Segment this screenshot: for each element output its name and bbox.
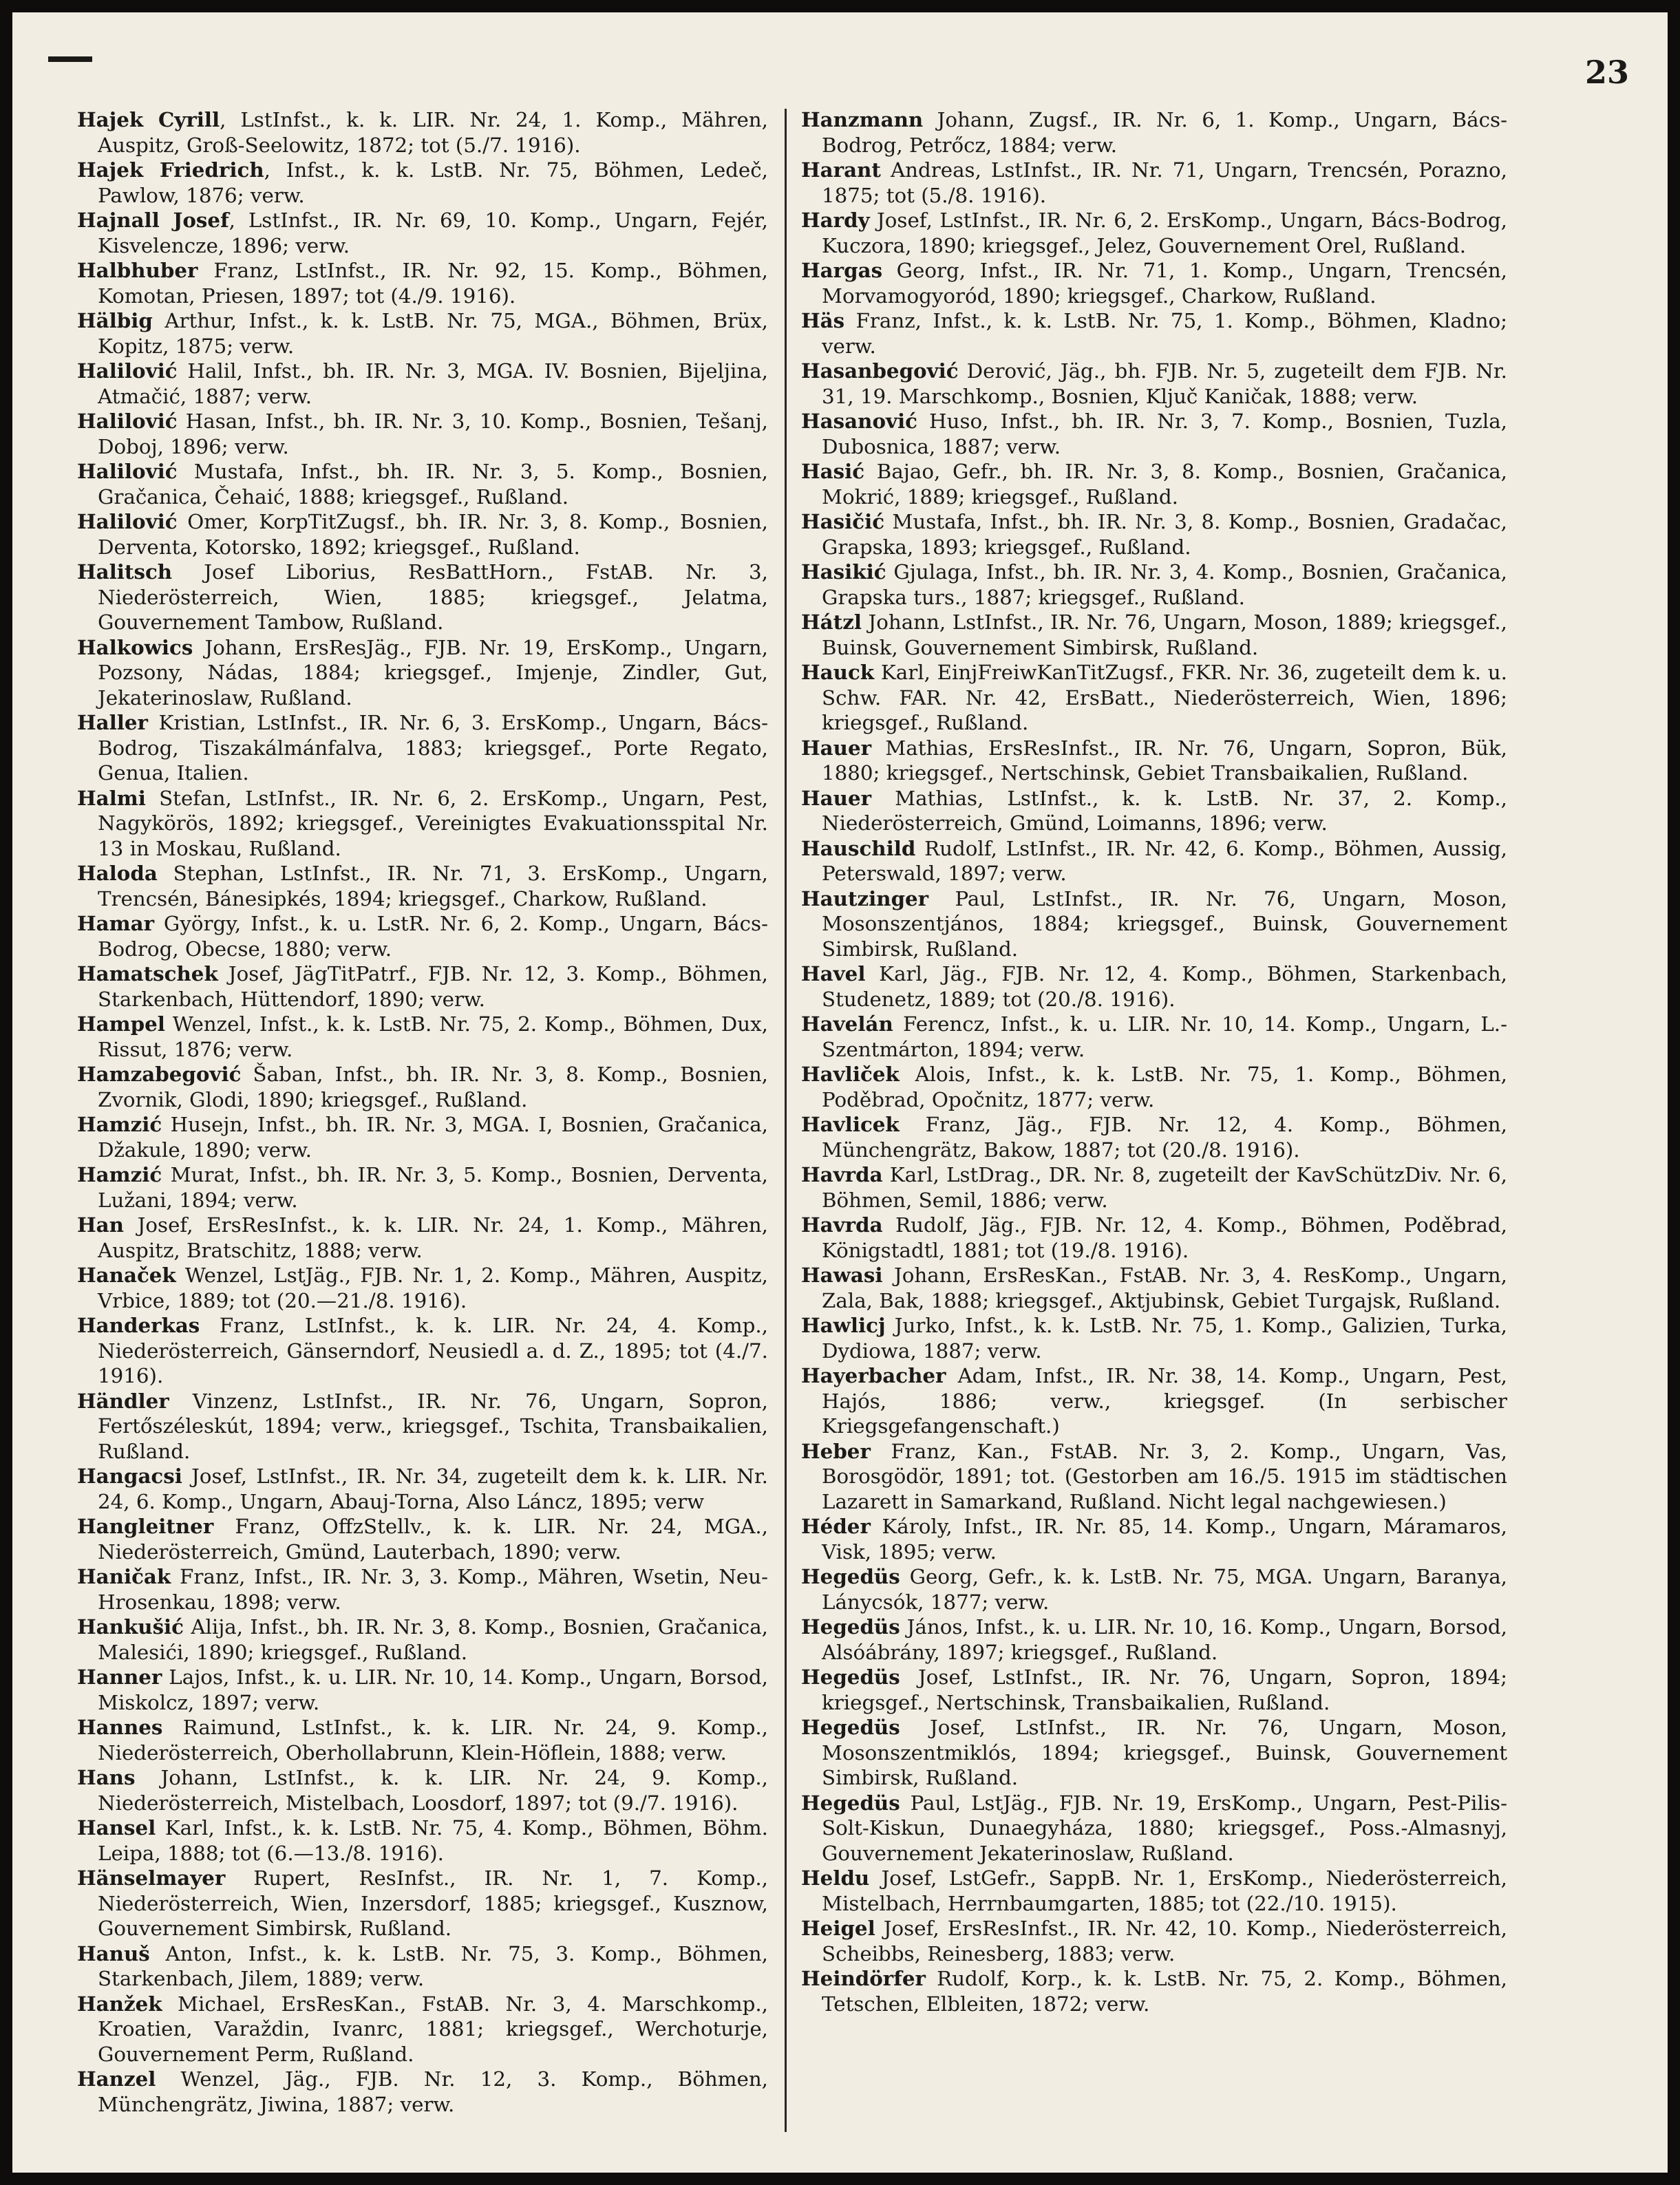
entry-surname: Hänselmayer: [77, 1866, 226, 1890]
entry-details: , LstInfst., k. k. LIR. Nr. 24, 1. Komp., Mähren, Auspitz, Groß-Seelowitz, 1872; tot (5./7. 1916).: [98, 108, 768, 157]
entry-surname: Hasanbegović: [801, 359, 959, 383]
entry-details: Franz, Infst., k. k. LstB. Nr. 75, 1. Komp., Böhmen, Kladno; verw.: [822, 309, 1507, 358]
entry-surname: Hansel: [77, 1815, 156, 1840]
entry-surname: Heigel: [801, 1916, 875, 1940]
register-entry: [801, 1363, 1507, 1439]
entry-details: Rudolf, Korp., k. k. LstB. Nr. 75, 2. Komp., Böhmen, Tetschen, Elbleiten, 1872; verw.: [822, 1967, 1507, 2016]
entry-details: Franz, LstInfst., k. k. LIR. Nr. 24, 4. Komp., Niederösterreich, Gänserndorf, Neusiedl a. d. Z., 1895; tot (4./7. 1916).: [98, 1314, 768, 1387]
entry-details: Franz, OffzStellv., k. k. LIR. Nr. 24, MGA., Niederösterreich, Gmünd, Lauterbach, 1890; verw.: [98, 1515, 768, 1564]
register-entry: [801, 1263, 1507, 1313]
entry-surname: Heber: [801, 1438, 871, 1463]
entry-details: Josef, LstInfst., IR. Nr. 76, Ungarn, Sopron, 1894; kriegsgef., Nertschinsk, Transbaikalien, Rußland.: [822, 1665, 1507, 1714]
entry-details: Mathias, ErsResInfst., IR. Nr. 76, Ungarn, Sopron, Bük, 1880; kriegsgef., Nertschinsk, Gebiet Transbaikalien, Rußland.: [822, 736, 1507, 785]
entry-surname: Hamzabegović: [77, 1062, 242, 1086]
register-entry: [77, 559, 768, 635]
entry-details: Johann, LstInfst., IR. Nr. 76, Ungarn, Moson, 1889; kriegsgef., Buinsk, Gouvernement Simbirsk, Rußland.: [822, 610, 1507, 659]
entry-details: Vinzenz, LstInfst., IR. Nr. 76, Ungarn, Sopron, Fertőszéleskút, 1894; verw., kriegsgef., Tschita, Transbaikalien, Rußland.: [98, 1389, 768, 1463]
register-entry: [801, 1665, 1507, 1715]
entry-surname: Havelán: [801, 1012, 893, 1036]
entry-details: Adam, Infst., IR. Nr. 38, 14. Komp., Ungarn, Pest, Hajós, 1886; verw., kriegsgef. (In serbischer Kriegsgefangenschaft.): [822, 1364, 1507, 1438]
entry-surname: Hasikić: [801, 559, 886, 584]
entry-details: Paul, LstInfst., IR. Nr. 76, Ungarn, Moson, Mosonszentjános, 1884; kriegsgef., Buinsk, Gouvernement Simbirsk, Rußland.: [822, 886, 1507, 961]
entry-surname: Hauer: [801, 785, 872, 810]
entry-details: Alija, Infst., bh. IR. Nr. 3, 8. Komp., Bosnien, Gračanica, Malesići, 1890; kriegsgef., Rußland.: [98, 1615, 768, 1664]
entry-details: Lajos, Infst., k. u. LIR. Nr. 10, 14. Komp., Ungarn, Borsod, Miskolcz, 1897; verw.: [98, 1665, 768, 1714]
entry-details: Rupert, ResInfst., IR. Nr. 1, 7. Komp., Niederösterreich, Wien, Inzersdorf, 1885; kriegsgef., Kusznow, Gouvernement Simbirsk, Rußland.: [98, 1866, 768, 1940]
entry-details: Bajao, Gefr., bh. IR. Nr. 3, 8. Komp., Bosnien, Gračanica, Mokrić, 1889; kriegsgef., Rußland.: [822, 460, 1507, 509]
entry-details: Rudolf, Jäg., FJB. Nr. 12, 4. Komp., Böhmen, Poděbrad, Königstadtl, 1881; tot (19./8. 1916).: [822, 1213, 1507, 1262]
entry-details: Franz, Jäg., FJB. Nr. 12, 4. Komp., Böhmen, Münchengrätz, Bakow, 1887; tot (20./8. 1916).: [822, 1113, 1507, 1162]
entry-details: Ferencz, Infst., k. u. LIR. Nr. 10, 14. Komp., Ungarn, L.-Szentmárton, 1894; verw.: [822, 1012, 1507, 1061]
register-entry: [801, 886, 1507, 962]
entry-details: Josef Liborius, ResBattHorn., FstAB. Nr. 3, Niederösterreich, Wien, 1885; kriegsgef., Jelatma, Gouvernement Tambow, Rußland.: [98, 560, 768, 634]
entry-surname: Hanzmann: [801, 107, 924, 131]
entry-details: Paul, LstJäg., FJB. Nr. 19, ErsKomp., Ungarn, Pest-Pilis-Solt-Kiskun, Dunaegyháza, 1880; kriegsgef., Poss.-Almasnyj, Gouvernement Jekaterinoslaw, Rußland.: [822, 1791, 1507, 1865]
register-entry: [77, 1941, 768, 1992]
entry-details: Murat, Infst., bh. IR. Nr. 3, 5. Komp., Bosnien, Derventa, Lužani, 1894; verw.: [98, 1163, 768, 1212]
register-entry: [77, 1213, 768, 1263]
entry-surname: Hangleitner: [77, 1514, 214, 1538]
entry-details: Omer, KorpTitZugsf., bh. IR. Nr. 3, 8. Komp., Bosnien, Derventa, Kotorsko, 1892; kriegsgef., Rußland.: [98, 510, 768, 559]
register-entry: [801, 736, 1507, 786]
entry-surname: Hangacsi: [77, 1464, 182, 1488]
entry-surname: Handerkas: [77, 1313, 200, 1337]
entry-details: Josef, JägTitPatrf., FJB. Nr. 12, 3. Komp., Böhmen, Starkenbach, Hüttendorf, 1890; verw.: [98, 962, 768, 1011]
register-entry: [801, 1112, 1507, 1162]
entry-surname: Hasić: [801, 459, 865, 483]
register-entry: [77, 509, 768, 559]
entry-details: , Infst., k. k. LstB. Nr. 75, Böhmen, Ledeč, Pawlow, 1876; verw.: [98, 158, 768, 207]
register-entry: [77, 409, 768, 459]
entry-surname: Hampel: [77, 1012, 165, 1036]
register-entry: [801, 1916, 1507, 1966]
entry-surname: Hans: [77, 1765, 136, 1789]
entry-details: Husejn, Infst., bh. IR. Nr. 3, MGA. I, Bosnien, Gračanica, Džakule, 1890; verw.: [98, 1113, 768, 1162]
entry-surname: Haloda: [77, 861, 158, 885]
register-entry: [801, 158, 1507, 208]
entry-surname: Hauer: [801, 735, 872, 760]
entry-surname: Hajek Friedrich: [77, 158, 264, 182]
entry-surname: Hankušić: [77, 1614, 184, 1639]
register-entry: [801, 208, 1507, 258]
entry-surname: Hanžek: [77, 1991, 162, 2016]
entry-details: Stefan, LstInfst., IR. Nr. 6, 2. ErsKomp., Ungarn, Pest, Nagykörös, 1892; kriegsgef., Vereinigtes Evakuationsspital Nr. 13 in Moskau, Rußland.: [98, 786, 768, 860]
register-entry: [77, 208, 768, 258]
entry-details: Stephan, LstInfst., IR. Nr. 71, 3. ErsKomp., Ungarn, Trencsén, Bánesipkés, 1894; kriegsgef., Charkow, Rußland.: [98, 862, 768, 910]
register-entry: [77, 308, 768, 359]
entry-surname: Hasičić: [801, 509, 885, 533]
entry-surname: Havel: [801, 961, 866, 985]
entry-surname: Haničak: [77, 1564, 171, 1588]
entry-surname: Hanuš: [77, 1941, 150, 1965]
register-entry: [801, 359, 1507, 409]
entry-surname: Hamatschek: [77, 961, 218, 985]
entry-surname: Han: [77, 1213, 124, 1237]
header-rule: [48, 56, 92, 62]
entry-details: Arthur, Infst., k. k. LstB. Nr. 75, MGA., Böhmen, Brüx, Kopitz, 1875; verw.: [98, 309, 768, 358]
entry-details: János, Infst., k. u. LIR. Nr. 10, 16. Komp., Ungarn, Borsod, Alsóábrány, 1897; kriegsgef., Rußland.: [822, 1615, 1507, 1664]
register-entry: [801, 258, 1507, 308]
entry-surname: Hajnall Josef: [77, 208, 229, 232]
register-entry: [801, 1213, 1507, 1263]
entry-details: Wenzel, Jäg., FJB. Nr. 12, 3. Komp., Böhmen, Münchengrätz, Jiwina, 1887; verw.: [98, 2067, 768, 2116]
register-entry: [77, 258, 768, 308]
register-entry: [801, 1791, 1507, 1866]
register-entry: [77, 459, 768, 509]
entry-details: Karl, LstDrag., DR. Nr. 8, zugeteilt der KavSchützDiv. Nr. 6, Böhmen, Semil, 1886; verw.: [822, 1163, 1507, 1212]
entry-surname: Hanaček: [77, 1263, 176, 1287]
entry-details: Károly, Infst., IR. Nr. 85, 14. Komp., Ungarn, Máramaros, Visk, 1895; verw.: [822, 1515, 1507, 1564]
entry-surname: Hajek Cyrill: [77, 107, 220, 131]
register-entry: [77, 1389, 768, 1464]
entry-details: Wenzel, LstJäg., FJB. Nr. 1, 2. Komp., Mähren, Auspitz, Vrbice, 1889; tot (20.—21./8. 1916).: [98, 1264, 768, 1312]
register-entry: [801, 836, 1507, 886]
entry-surname: Hegedüs: [801, 1614, 900, 1639]
entry-details: , LstInfst., IR. Nr. 69, 10. Komp., Ungarn, Fejér, Kisvelencze, 1896; verw.: [98, 209, 768, 257]
entry-surname: Hautzinger: [801, 886, 929, 910]
entry-surname: Havrda: [801, 1213, 883, 1237]
entry-surname: Hátzl: [801, 610, 862, 634]
register-entry: [77, 635, 768, 711]
entry-details: Andreas, LstInfst., IR. Nr. 71, Ungarn, Trencsén, Porazno, 1875; tot (5./8. 1916).: [822, 158, 1507, 207]
entry-surname: Hegedüs: [801, 1715, 900, 1739]
entry-details: Wenzel, Infst., k. k. LstB. Nr. 75, 2. Komp., Böhmen, Dux, Rissut, 1876; verw.: [98, 1012, 768, 1061]
entry-details: Jurko, Infst., k. k. LstB. Nr. 75, 1. Komp., Galizien, Turka, Dydiowa, 1887; verw.: [822, 1314, 1507, 1363]
register-entry: [77, 1715, 768, 1765]
entry-details: Karl, Infst., k. k. LstB. Nr. 75, 4. Komp., Böhmen, Böhm. Leipa, 1888; tot (6.—13./8. 1916).: [98, 1816, 768, 1865]
entry-surname: Hauck: [801, 660, 875, 684]
entry-surname: Hasanović: [801, 409, 917, 433]
column-divider: [785, 109, 787, 2132]
register-entry: [801, 1514, 1507, 1564]
entry-surname: Halilović: [77, 409, 178, 433]
entry-details: Johann, LstInfst., k. k. LIR. Nr. 24, 9. Komp., Niederösterreich, Mistelbach, Loosdorf, 1897; tot (9./7. 1916).: [98, 1766, 768, 1815]
register-entry: [801, 509, 1507, 559]
register-entry: [801, 961, 1507, 1012]
register-entry: [801, 1012, 1507, 1062]
entry-details: Georg, Gefr., k. k. LstB. Nr. 75, MGA. Ungarn, Baranya, Lánycsók, 1877; verw.: [822, 1565, 1507, 1614]
entry-details: Mathias, LstInfst., k. k. LstB. Nr. 37, 2. Komp., Niederösterreich, Gmünd, Loimanns, 1896; verw.: [822, 786, 1507, 835]
entry-details: Josef, LstInfst., IR. Nr. 34, zugeteilt dem k. k. LIR. Nr. 24, 6. Komp., Ungarn, Abauj-Torna, Also Láncz, 1895; verw: [98, 1464, 768, 1513]
left-column: [77, 107, 768, 2117]
register-entry: [801, 1715, 1507, 1791]
register-entry: [801, 1439, 1507, 1515]
entry-details: Huso, Infst., bh. IR. Nr. 3, 7. Komp., Bosnien, Tuzla, Dubosnica, 1887; verw.: [822, 409, 1507, 458]
register-entry: [801, 1866, 1507, 1916]
entry-surname: Havlicek: [801, 1112, 900, 1136]
register-entry: [801, 786, 1507, 836]
entry-surname: Hanzel: [77, 2067, 156, 2091]
entry-surname: Hargas: [801, 258, 883, 282]
register-entry: [801, 107, 1507, 158]
entry-surname: Hamar: [77, 911, 155, 935]
entry-surname: Havrda: [801, 1162, 883, 1186]
entry-details: Johann, ErsResJäg., FJB. Nr. 19, ErsKomp., Ungarn, Pozsony, Nádas, 1884; kriegsgef., Imjenje, Zindler, Gut, Jekaterinoslaw, Rußland.: [98, 635, 768, 710]
entry-details: Josef, LstGefr., SappB. Nr. 1, ErsKomp., Niederösterreich, Mistelbach, Herrnbaumgarten, 1885; tot (22./10. 1915).: [822, 1866, 1507, 1915]
register-entry: [77, 1062, 768, 1112]
entry-details: Derović, Jäg., bh. FJB. Nr. 5, zugeteilt dem FJB. Nr. 31, 19. Marschkomp., Bosnien, Ključ Kaničak, 1888; verw.: [822, 359, 1507, 408]
entry-surname: Hanner: [77, 1665, 162, 1689]
entry-details: Franz, Infst., IR. Nr. 3, 3. Komp., Mähren, Wsetin, Neu-Hrosenkau, 1898; verw.: [98, 1565, 768, 1614]
register-entry: [77, 1866, 768, 1941]
register-entry: [801, 1313, 1507, 1363]
right-column: [801, 107, 1507, 2016]
entry-details: György, Infst., k. u. LstR. Nr. 6, 2. Komp., Ungarn, Bács-Bodrog, Obecse, 1880; verw.: [98, 912, 768, 961]
register-entry: [801, 308, 1507, 359]
entry-surname: Halmi: [77, 785, 146, 810]
entry-details: Michael, ErsResKan., FstAB. Nr. 3, 4. Marschkomp., Kroatien, Varaždin, Ivanrc, 1881; kriegsgef., Werchoturje, Gouvernement Perm, Rußland.: [98, 1992, 768, 2066]
entry-surname: Hegedüs: [801, 1665, 900, 1689]
entry-surname: Halilović: [77, 459, 178, 483]
entry-surname: Harant: [801, 158, 881, 182]
entry-details: Mustafa, Infst., bh. IR. Nr. 3, 8. Komp., Bosnien, Gradačac, Grapska, 1893; kriegsgef., Rußland.: [822, 510, 1507, 559]
register-entry: [77, 1992, 768, 2067]
register-entry: [77, 2067, 768, 2117]
register-entry: [77, 1765, 768, 1815]
register-entry: [77, 1564, 768, 1614]
entry-details: Josef, ErsResInfst., IR. Nr. 42, 10. Komp., Niederösterreich, Scheibbs, Reinesberg, 1883; verw.: [822, 1917, 1507, 1965]
entry-surname: Héder: [801, 1514, 871, 1538]
entry-surname: Hegedüs: [801, 1564, 900, 1588]
register-entry: [77, 1614, 768, 1665]
register-entry: [801, 1966, 1507, 2016]
entry-surname: Hauschild: [801, 835, 916, 860]
entry-details: Mustafa, Infst., bh. IR. Nr. 3, 5. Komp., Bosnien, Gračanica, Čehaić, 1888; kriegsgef., Rußland.: [98, 460, 768, 509]
entry-surname: Halbhuber: [77, 258, 198, 282]
entry-details: Rudolf, LstInfst., IR. Nr. 42, 6. Komp., Böhmen, Aussig, Peterswald, 1897; verw.: [822, 836, 1507, 885]
entry-surname: Hälbig: [77, 308, 153, 332]
entry-surname: Halkowics: [77, 635, 193, 659]
entry-details: Karl, Jäg., FJB. Nr. 12, 4. Komp., Böhmen, Starkenbach, Studenetz, 1889; tot (20./8. 1916).: [822, 962, 1507, 1011]
entry-surname: Havliček: [801, 1062, 900, 1086]
entry-details: Johann, Zugsf., IR. Nr. 6, 1. Komp., Ungarn, Bács-Bodrog, Petrőcz, 1884; verw.: [822, 108, 1507, 157]
entry-details: Josef, LstInfst., IR. Nr. 76, Ungarn, Moson, Mosonszentmiklós, 1894; kriegsgef., Buinsk, Gouvernement Simbirsk, Rußland.: [822, 1716, 1507, 1789]
entry-surname: Hawasi: [801, 1263, 883, 1287]
register-entry: [801, 660, 1507, 736]
entry-details: Hasan, Infst., bh. IR. Nr. 3, 10. Komp., Bosnien, Tešanj, Doboj, 1896; verw.: [98, 409, 768, 458]
register-entry: [77, 1162, 768, 1213]
entry-details: Kristian, LstInfst., IR. Nr. 6, 3. ErsKomp., Ungarn, Bács-Bodrog, Tiszakálmánfalva, 1883; kriegsgef., Porte Regato, Genua, Italien.: [98, 711, 768, 785]
register-entry: [77, 861, 768, 911]
entry-surname: Haller: [77, 710, 148, 734]
entry-details: Karl, EinjFreiwKanTitZugsf., FKR. Nr. 36, zugeteilt dem k. u. Schw. FAR. Nr. 42, ErsBatt., Niederösterreich, Wien, 1896; kriegsgef., Rußland.: [822, 661, 1507, 734]
register-entry: [77, 1464, 768, 1514]
entry-surname: Halitsch: [77, 559, 173, 584]
register-entry: [77, 1012, 768, 1062]
entry-surname: Hegedüs: [801, 1790, 900, 1815]
entry-surname: Halilović: [77, 359, 178, 383]
entry-surname: Hardy: [801, 208, 870, 232]
entry-surname: Hamzić: [77, 1112, 162, 1136]
entry-surname: Häs: [801, 308, 845, 332]
register-entry: [77, 1112, 768, 1162]
entry-details: Alois, Infst., k. k. LstB. Nr. 75, 1. Komp., Böhmen, Poděbrad, Opočnitz, 1877; verw.: [822, 1063, 1507, 1111]
register-entry: [77, 1263, 768, 1313]
register-entry: [77, 359, 768, 409]
register-entry: [77, 1815, 768, 1866]
entry-surname: Hayerbacher: [801, 1363, 946, 1387]
register-entry: [77, 786, 768, 862]
register-entry: [801, 1062, 1507, 1112]
entry-details: Josef, ErsResInfst., k. k. LIR. Nr. 24, 1. Komp., Mähren, Auspitz, Bratschitz, 1888; verw.: [98, 1213, 768, 1262]
entry-details: Halil, Infst., bh. IR. Nr. 3, MGA. IV. Bosnien, Bijeljina, Atmačić, 1887; verw.: [98, 359, 768, 408]
register-entry: [801, 409, 1507, 459]
entry-details: Anton, Infst., k. k. LstB. Nr. 75, 3. Komp., Böhmen, Starkenbach, Jilem, 1889; verw.: [98, 1941, 768, 1990]
register-entry: [77, 710, 768, 786]
register-entry: [77, 961, 768, 1012]
register-entry: [801, 610, 1507, 660]
register-entry: [801, 1614, 1507, 1665]
entry-surname: Hannes: [77, 1715, 163, 1739]
register-entry: [77, 1665, 768, 1715]
entry-details: Gjulaga, Infst., bh. IR. Nr. 3, 4. Komp., Bosnien, Gračanica, Grapska turs., 1887; kriegsgef., Rußland.: [822, 560, 1507, 609]
register-entry: [77, 158, 768, 208]
entry-details: Josef, LstInfst., IR. Nr. 6, 2. ErsKomp., Ungarn, Bács-Bodrog, Kuczora, 1890; kriegsgef., Jelez, Gouvernement Orel, Rußland.: [822, 209, 1507, 257]
register-entry: [77, 1313, 768, 1389]
entry-details: Raimund, LstInfst., k. k. LIR. Nr. 24, 9. Komp., Niederösterreich, Oberhollabrunn, Klein-Höflein, 1888; verw.: [98, 1716, 768, 1765]
entry-surname: Hawlicj: [801, 1313, 886, 1337]
register-entry: [801, 1162, 1507, 1213]
entry-details: Franz, Kan., FstAB. Nr. 3, 2. Komp., Ungarn, Vas, Borosgödör, 1891; tot. (Gestorben am 16./5. 1915 im städtischen Lazarett in Samarkand, Rußland. Nicht legal nachgewiesen.): [822, 1439, 1507, 1513]
register-entry: [77, 911, 768, 961]
entry-details: Šaban, Infst., bh. IR. Nr. 3, 8. Komp., Bosnien, Zvornik, Glodi, 1890; kriegsgef., Rußland.: [98, 1063, 768, 1111]
entry-surname: Händler: [77, 1388, 169, 1413]
register-entry: [801, 559, 1507, 610]
entry-surname: Heindörfer: [801, 1966, 926, 1990]
entry-surname: Hamzić: [77, 1162, 162, 1186]
page-number: 23: [1584, 54, 1629, 91]
register-entry: [801, 1564, 1507, 1614]
document-page: [12, 12, 1668, 2173]
entry-details: Georg, Infst., IR. Nr. 71, 1. Komp., Ungarn, Trencsén, Morvamogyoród, 1890; kriegsgef., Charkow, Rußland.: [822, 259, 1507, 308]
entry-surname: Heldu: [801, 1866, 870, 1890]
entry-details: Johann, ErsResKan., FstAB. Nr. 3, 4. ResKomp., Ungarn, Zala, Bak, 1888; kriegsgef., Aktjubinsk, Gebiet Turgajsk, Rußland.: [822, 1264, 1507, 1312]
entry-surname: Halilović: [77, 509, 178, 533]
entry-details: Franz, LstInfst., IR. Nr. 92, 15. Komp., Böhmen, Komotan, Priesen, 1897; tot (4./9. 1916).: [98, 259, 768, 308]
register-entry: [77, 107, 768, 158]
register-entry: [77, 1514, 768, 1564]
register-entry: [801, 459, 1507, 509]
